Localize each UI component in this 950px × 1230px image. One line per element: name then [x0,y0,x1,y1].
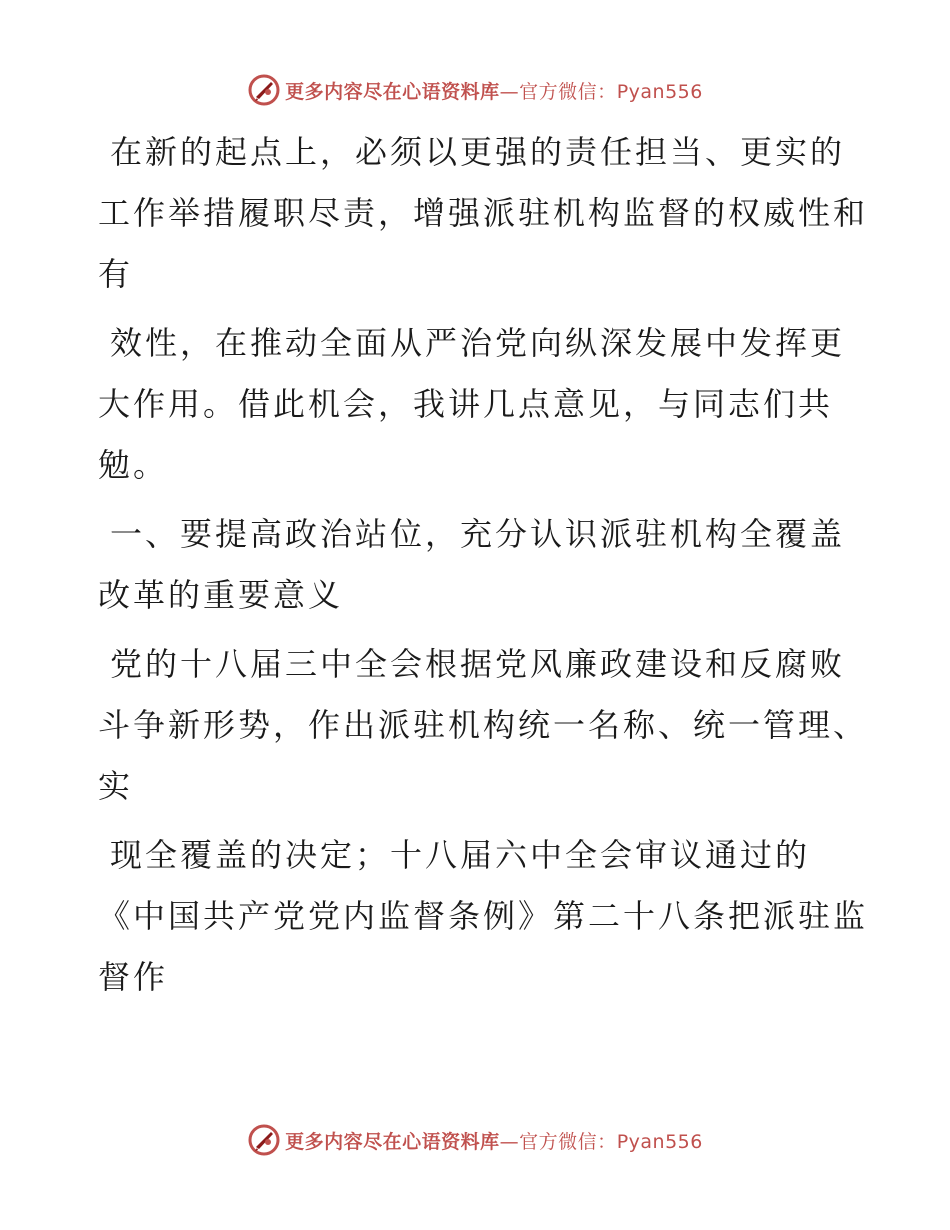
paragraph-4 [98,825,869,1008]
text-line: 勉。 [98,446,169,484]
watermark-separator: —官方微信： [499,1130,617,1153]
quill-logo-icon [247,73,281,107]
text-line: 党的十八届三中全会根据党风廉政建设和反腐败 [110,645,846,683]
document-body [98,122,869,1016]
watermark-contact: Pyan556 [616,80,703,103]
watermark-separator: —官方微信： [499,80,617,103]
quill-logo-icon [247,1123,281,1157]
watermark-brand: 更多内容尽在心语资料库 [285,1130,500,1153]
text-line: 有 [98,255,134,293]
footer-watermark [0,1120,950,1160]
text-line: 实 [98,767,134,805]
paragraph-1 [98,122,869,305]
text-line: 一、要提高政治站位，充分认识派驻机构全覆盖 [110,515,846,553]
header-watermark [0,70,950,110]
section-heading-1 [98,504,858,626]
text-line: 改革的重要意义 [98,576,344,614]
paragraph-3 [98,634,869,817]
text-line: 现全覆盖的决定；十八届六中全会审议通过的 [110,836,811,874]
watermark-brand: 更多内容尽在心语资料库 [285,80,500,103]
text-line: 工作举措履职尽责，增强派驻机构监督的权威性和 [98,194,869,232]
text-line: 大作用。借此机会，我讲几点意见，与同志们共 [98,385,834,423]
text-line: 督作 [98,958,169,996]
text-line: 效性，在推动全面从严治党向纵深发展中发挥更 [110,324,846,362]
text-line: 在新的起点上，必须以更强的责任担当、更实的 [110,133,846,171]
text-line: 《中国共产党党内监督条例》第二十八条把派驻监 [98,897,869,935]
text-line: 斗争新形势，作出派驻机构统一名称、统一管理、 [98,706,869,744]
watermark-contact: Pyan556 [616,1130,703,1153]
paragraph-2 [98,313,858,496]
